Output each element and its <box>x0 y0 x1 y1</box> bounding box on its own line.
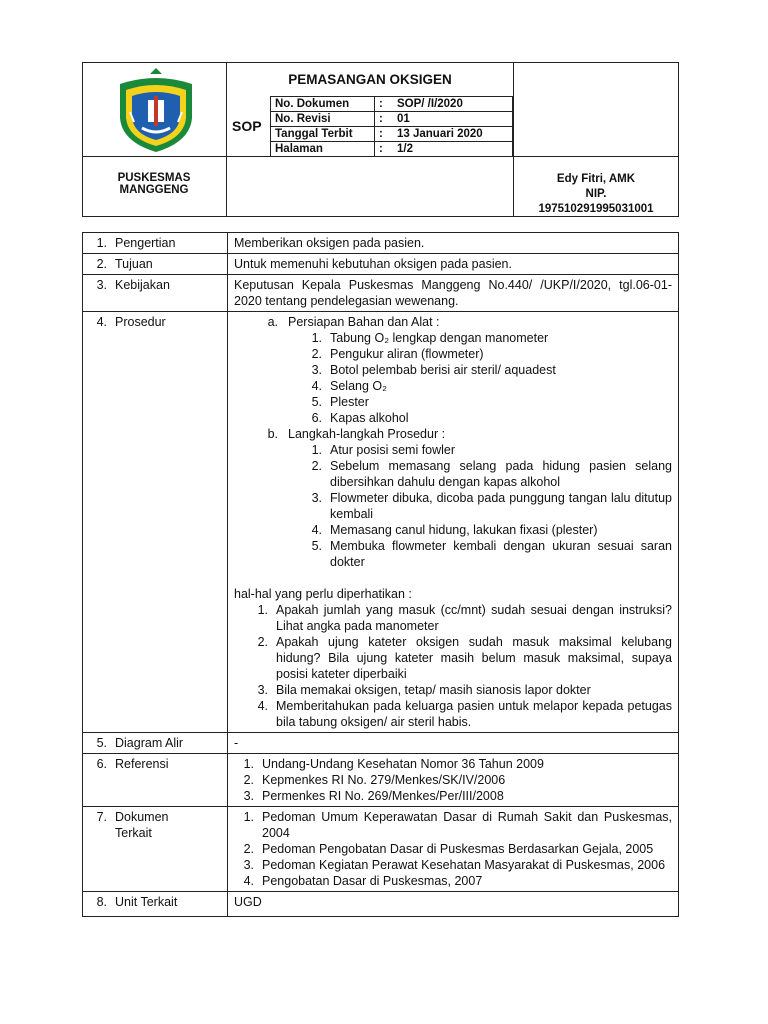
section-content <box>228 754 679 807</box>
table-row <box>83 312 679 733</box>
section-label: 3. Kebijakan <box>83 275 228 312</box>
section-content: Memberikan oksigen pada pasien. <box>228 233 679 254</box>
list-item: 3. Pedoman Kegiatan Perawat Kesehatan Masyarakat di Puskesmas, 2006 <box>243 858 666 872</box>
table-row <box>83 754 679 807</box>
list-item: a. Persiapan Bahan dan Alat : <box>267 315 440 329</box>
section-content: Untuk memenuhi kebutuhan oksigen pada pasien. <box>228 254 679 275</box>
table-row <box>83 254 679 275</box>
list-item: 2. Apakah ujung kateter oksigen sudah masuk maksimal kelubang hidung? Bila ujung kateter masih belum masuk maksimal, supaya posisi kateter diperbaiki <box>257 635 672 681</box>
table-row <box>83 892 679 917</box>
table-row <box>83 233 679 254</box>
list-item: 6. Kapas alkohol <box>311 411 409 425</box>
section-label: 1. Pengertian <box>83 233 228 254</box>
list-item: 1. Tabung O₂ lengkap dengan manometer <box>311 331 549 345</box>
list-item: 2. Kepmenkes RI No. 279/Menkes/SK/IV/2006 <box>243 773 506 787</box>
shield-emblem-icon <box>112 66 200 154</box>
list-item: 2. Pengukur aliran (flowmeter) <box>311 347 484 361</box>
section-label: 6. Referensi <box>83 754 228 807</box>
list-item: 3. Botol pelembab berisi air steril/ aquadest <box>311 363 556 377</box>
section-content <box>228 807 679 892</box>
table-row <box>83 733 679 754</box>
section-content: Keputusan Kepala Puskesmas Manggeng No.440/ /UKP/I/2020, tgl.06-01-2020 tentang pendelegasian wewenang. <box>228 275 679 312</box>
meta-row: Tanggal Terbit : 13 Januari 2020 <box>271 127 513 142</box>
puskesmas-logo <box>112 66 200 154</box>
list-item: b. Langkah-langkah Prosedur : <box>267 427 446 441</box>
signer-block <box>513 172 679 217</box>
list-item: 4. Pengobatan Dasar di Puskesmas, 2007 <box>243 874 483 888</box>
list-item: 1. Atur posisi semi fowler <box>311 443 456 457</box>
meta-row: No. Revisi : 01 <box>271 112 513 127</box>
list-item: 3. Flowmeter dibuka, dicoba pada punggung tangan lalu ditutup kembali <box>311 491 672 521</box>
document-meta-table <box>270 96 513 157</box>
signer-nip-label: NIP. <box>585 188 607 200</box>
table-row <box>83 807 679 892</box>
signer-name: Edy Fitri, AMK <box>556 173 636 185</box>
meta-row: No. Dokumen : SOP/ /I/2020 <box>271 97 513 112</box>
list-item: 2. Pedoman Pengobatan Dasar di Puskesmas Berdasarkan Gejala, 2005 <box>243 842 654 856</box>
section-content: - <box>228 733 679 754</box>
list-item: 5. Membuka flowmeter kembali dengan ukuran sesuai saran dokter <box>311 539 672 569</box>
list-item: 1. Undang-Undang Kesehatan Nomor 36 Tahun 2009 <box>243 757 544 771</box>
notes-title: hal-hal yang perlu diperhatikan : <box>234 587 412 601</box>
section-label: 4. Prosedur <box>83 312 228 733</box>
section-label: 7. Dokumen Terkait <box>83 807 228 892</box>
section-label: 2. Tujuan <box>83 254 228 275</box>
document-title: PEMASANGAN OKSIGEN <box>288 72 452 87</box>
table-row <box>83 275 679 312</box>
list-item: 4. Memasang canul hidung, lakukan fixasi (plester) <box>311 523 598 537</box>
list-item: 5. Plester <box>311 395 369 409</box>
section-label: 8. Unit Terkait <box>83 892 228 917</box>
list-item: 1. Apakah jumlah yang masuk (cc/mnt) sudah sesuai dengan instruksi? Lihat angka pada manometer <box>257 603 672 633</box>
list-item: 1. Pedoman Umum Keperawatan Dasar di Rumah Sakit dan Puskesmas, 2004 <box>243 810 672 840</box>
sop-label: SOP <box>232 118 262 134</box>
list-item: 3. Bila memakai oksigen, tetap/ masih sianosis lapor dokter <box>257 683 591 697</box>
meta-row: Halaman : 1/2 <box>271 142 513 157</box>
org-name: PUSKESMAS MANGGENG <box>117 172 191 196</box>
list-item: 4. Memberitahukan pada keluarga pasien untuk melapor kepada petugas bila tabung oksigen/ air steril habis. <box>257 699 672 729</box>
section-content <box>228 312 679 733</box>
list-item: 4. Selang O₂ <box>311 379 387 393</box>
signer-nip: 197510291995031001 <box>538 203 654 215</box>
section-label: 5. Diagram Alir <box>83 733 228 754</box>
section-content: UGD <box>228 892 679 917</box>
sop-content-table <box>82 232 679 917</box>
list-item: 2. Sebelum memasang selang pada hidung pasien selang dibersihkan dahulu dengan kapas alkohol <box>311 459 672 489</box>
list-item: 3. Permenkes RI No. 269/Menkes/Per/III/2008 <box>243 789 504 803</box>
